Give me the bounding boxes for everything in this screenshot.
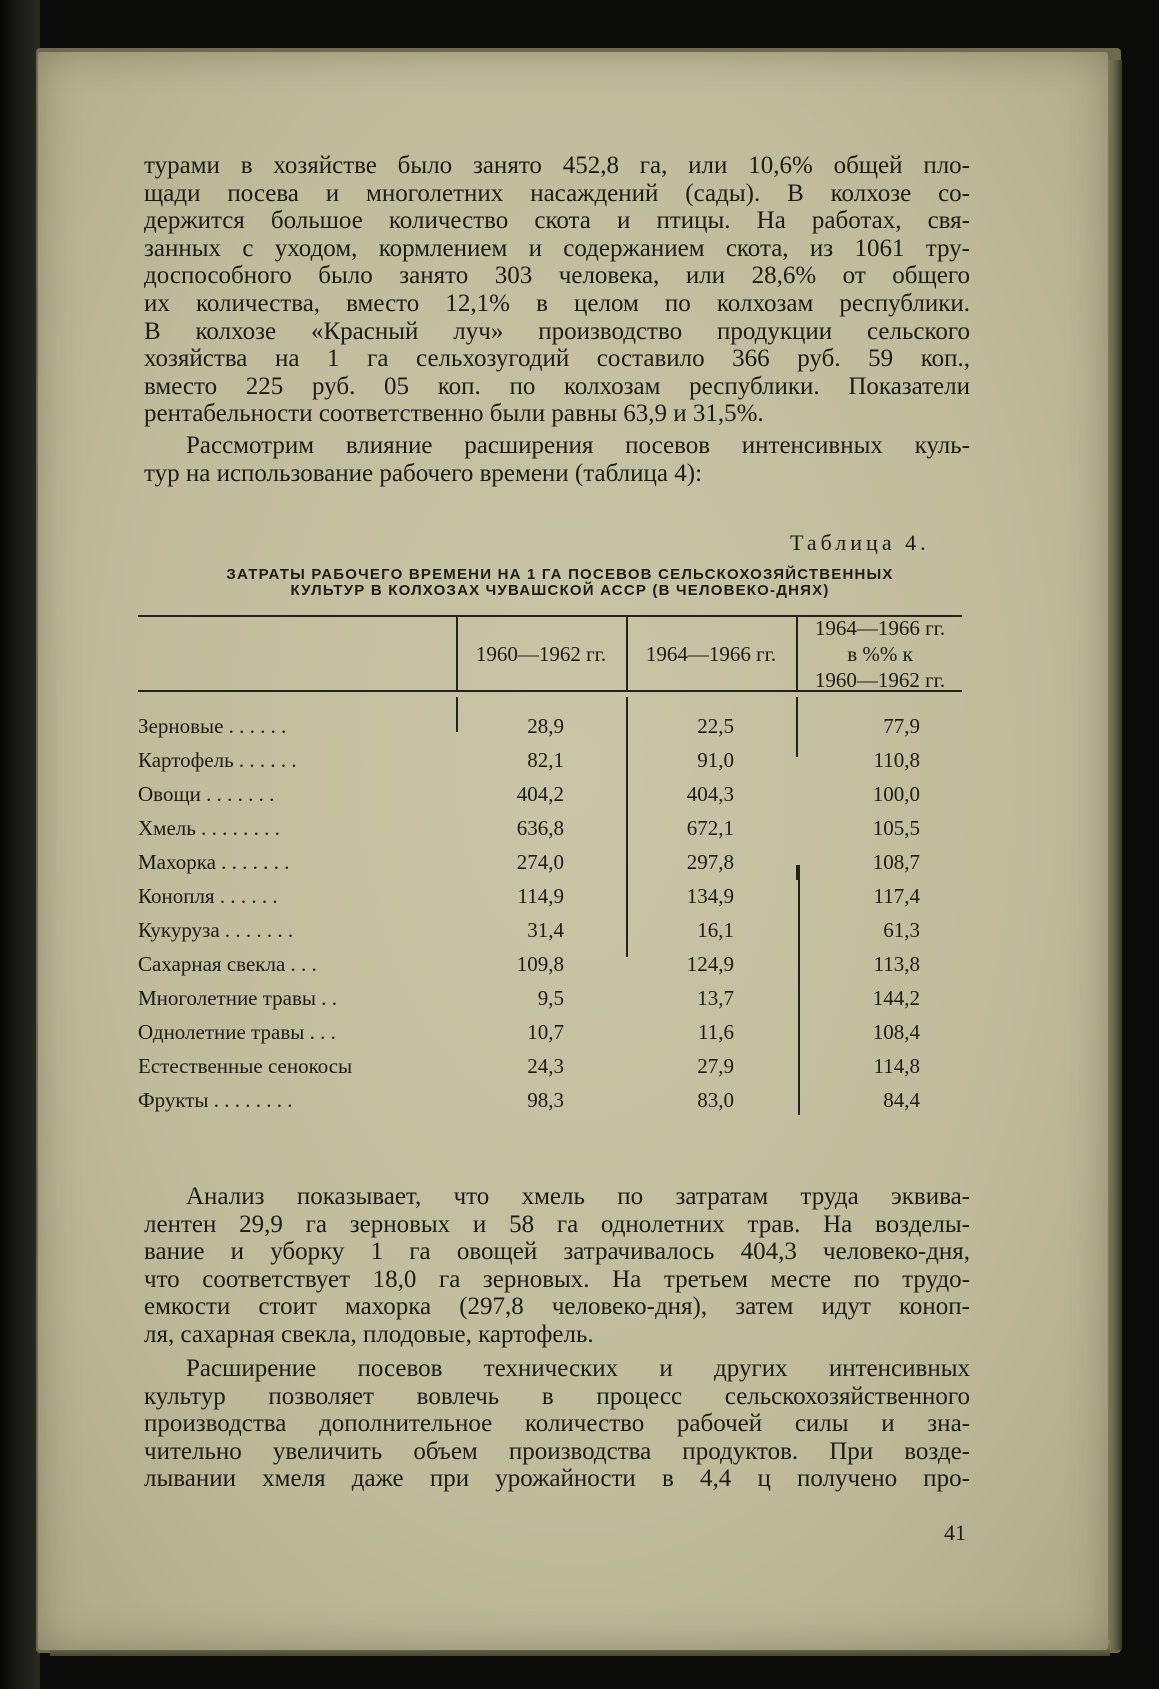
table-row [138, 782, 962, 816]
text-line: Анализ показывает, что хмель по затратам труда эквива- [186, 1183, 970, 1210]
value-percent: 117,4 [873, 884, 920, 908]
crop-name: Махорка . . . . . . . [138, 850, 290, 874]
column-header: 1960—1962 гг. [475, 642, 607, 666]
table-caption: Таблица 4. [790, 530, 930, 555]
value-1960-1962: 24,3 [527, 1054, 564, 1078]
value-percent: 144,2 [872, 986, 920, 1010]
table-title-line: КУЛЬТУР В КОЛХОЗАХ ЧУВАШСКОЙ АССР (В ЧЕЛОВЕКО-ДНЯХ) [290, 582, 830, 599]
text-line: держится большое количество скота и птицы. На работах, свя- [144, 207, 970, 235]
value-percent: 108,7 [872, 850, 920, 874]
text-line: их количества, вместо 12,1% в целом по колхозам республики. [144, 289, 970, 317]
text-line: емкости стоит махорка (297,8 человеко-дня), затем идут коноп- [144, 1293, 970, 1321]
table-row [138, 952, 962, 986]
crop-name: Зерновые . . . . . . [138, 714, 287, 738]
table-row [138, 748, 962, 782]
paragraph-1 [144, 152, 970, 428]
crop-name: Многолетние травы . . [138, 986, 338, 1010]
table-row [138, 714, 962, 748]
value-1960-1962: 98,3 [527, 1088, 564, 1112]
text-line: хозяйства на 1 га сельхозугодий составило 366 руб. 59 коп., [144, 345, 970, 373]
value-1964-1966: 22,5 [697, 714, 734, 738]
value-1964-1966: 27,9 [697, 1054, 734, 1078]
table-row [138, 1088, 962, 1122]
column-header-line: 1964—1966 гг. [814, 616, 946, 640]
text-line: лывании хмеля даже при урожайности в 4,4 ц получено про- [144, 1465, 970, 1493]
column-header [798, 615, 962, 693]
text-line: лентен 29,9 га зерновых и 58 га однолетних трав. На возделы- [144, 1210, 970, 1238]
text-line: тур на использование рабочего времени (таблица 4): [144, 459, 703, 487]
table-row [138, 986, 962, 1020]
text-line: культур позволяет вовлечь в процесс сельскохозяйственного [144, 1382, 970, 1410]
column-header-line: 1960—1962 гг. [814, 668, 946, 692]
book-spine-edge [0, 0, 40, 1689]
paragraph-4 [144, 1355, 970, 1493]
text-line: рентабельности соответственно были равны 63,9 и 31,5%. [144, 400, 764, 428]
value-1964-1966: 83,0 [697, 1088, 734, 1112]
table-row [138, 1020, 962, 1054]
text-line: В колхозе «Красный луч» производство продукции сельского [144, 317, 970, 345]
value-1960-1962: 109,8 [516, 952, 564, 976]
value-percent: 61,3 [883, 918, 920, 942]
value-percent: 113,8 [873, 952, 920, 976]
table-title [150, 567, 970, 599]
value-1960-1962: 9,5 [537, 986, 564, 1010]
text-line: вание и уборку 1 га овощей затрачивалось 404,3 человеко-дня, [144, 1238, 970, 1266]
text-line: Рассмотрим влияние расширения посевов интенсивных куль- [186, 432, 970, 459]
table-row [138, 918, 962, 952]
table-row [138, 816, 962, 850]
value-percent: 105,5 [872, 816, 920, 840]
value-1964-1966: 16,1 [697, 918, 734, 942]
value-1960-1962: 82,1 [527, 748, 564, 772]
value-1960-1962: 114,9 [517, 884, 564, 908]
value-percent: 114,8 [873, 1054, 920, 1078]
value-1964-1966: 404,3 [686, 782, 734, 806]
crop-name: Сахарная свекла . . . [138, 952, 317, 976]
text-line: производства дополнительное количество рабочей силы и зна- [144, 1410, 970, 1438]
table-row [138, 1054, 962, 1088]
crop-name: Овощи . . . . . . . [138, 782, 275, 806]
value-percent: 110,8 [873, 748, 920, 772]
table-title-line: ЗАТРАТЫ РАБОЧЕГО ВРЕМЕНИ НА 1 ГА ПОСЕВОВ СЕЛЬСКОХОЗЯЙСТВЕННЫХ [226, 566, 894, 583]
paragraph-2 [144, 432, 970, 487]
crop-name: Кукуруза . . . . . . . [138, 918, 294, 942]
page-number: 41 [944, 1520, 966, 1545]
value-percent: 77,9 [883, 714, 920, 738]
crop-name: Хмель . . . . . . . . [138, 816, 280, 840]
text-line: турами в хозяйстве было занято 452,8 га, или 10,6% общей пло- [144, 152, 970, 179]
value-1960-1962: 404,2 [516, 782, 564, 806]
value-1960-1962: 10,7 [527, 1020, 564, 1044]
crop-name: Естественные сенокосы [138, 1054, 353, 1078]
value-1960-1962: 31,4 [527, 918, 564, 942]
table-row [138, 884, 962, 918]
text-line: ля, сахарная свекла, плодовые, картофель. [144, 1320, 594, 1348]
value-1964-1966: 91,0 [697, 748, 734, 772]
value-1964-1966: 672,1 [686, 816, 734, 840]
text-line: занных с уходом, кормлением и содержанием скота, из 1061 тру- [144, 234, 970, 262]
column-header-line: в %% к [847, 642, 913, 666]
table-row [138, 850, 962, 884]
value-1960-1962: 274,0 [516, 850, 564, 874]
crop-name: Картофель . . . . . . [138, 748, 297, 772]
crop-name: Фрукты . . . . . . . . [138, 1088, 293, 1112]
paragraph-3 [144, 1183, 970, 1349]
text-line: Расширение посевов технических и других интенсивных [186, 1355, 970, 1382]
value-1964-1966: 124,9 [686, 952, 734, 976]
value-percent: 84,4 [883, 1088, 920, 1112]
value-1964-1966: 134,9 [686, 884, 734, 908]
text-line: вместо 225 руб. 05 коп. по колхозам республики. Показатели [144, 372, 970, 400]
value-1964-1966: 13,7 [697, 986, 734, 1010]
value-1964-1966: 297,8 [686, 850, 734, 874]
value-percent: 100,0 [872, 782, 920, 806]
text-line: щади посева и многолетних насаждений (сады). В колхозе со- [144, 179, 970, 207]
text-line: что соответствует 18,0 га зерновых. На третьем месте по трудо- [144, 1265, 970, 1293]
value-1960-1962: 636,8 [516, 816, 564, 840]
crop-name: Однолетние травы . . . [138, 1020, 336, 1044]
value-1960-1962: 28,9 [527, 714, 564, 738]
text-line: доспособного было занято 303 человека, или 28,6% от общего [144, 262, 970, 290]
text-line: чительно увеличить объем производства продуктов. При возде- [144, 1437, 970, 1465]
value-percent: 108,4 [872, 1020, 920, 1044]
value-1964-1966: 11,6 [698, 1020, 734, 1044]
column-header: 1964—1966 гг. [645, 642, 777, 666]
crop-name: Конопля . . . . . . [138, 884, 278, 908]
